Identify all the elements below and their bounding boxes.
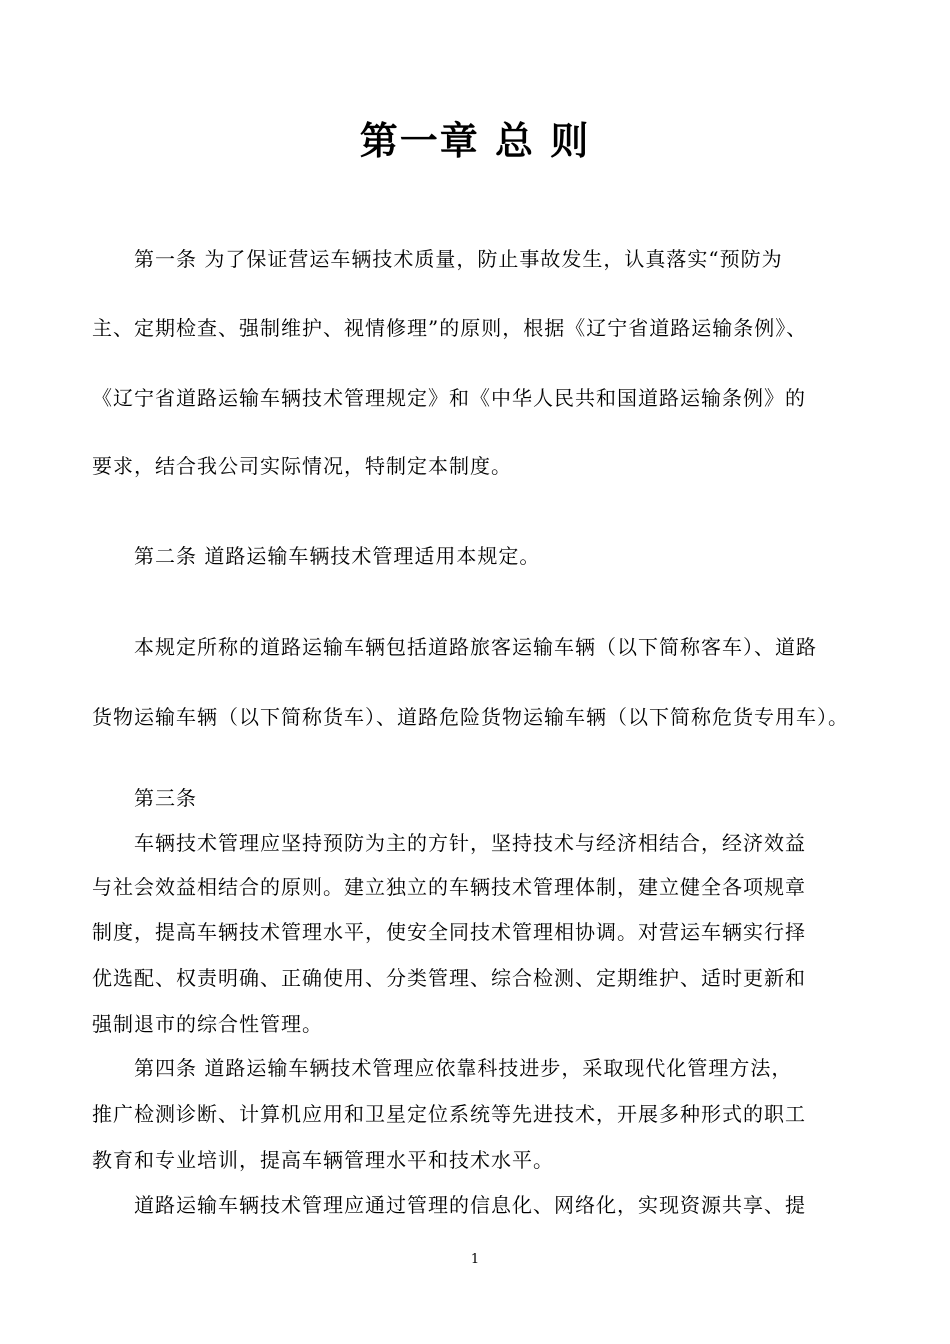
article-3-line-5: 强制退市的综合性管理。 xyxy=(92,1012,323,1036)
article-1-line-3: 《辽宁省道路运输车辆技术管理规定》和《中华人民共和国道路运输条例》的 xyxy=(92,386,806,410)
article-1-line-2: 主、定期检查、强制维护、视情修理”的原则，根据《辽宁省道路运输条例》、 xyxy=(92,316,808,340)
article-3-line-4: 优选配、权责明确、正确使用、分类管理、综合检测、定期维护、适时更新和 xyxy=(92,966,806,990)
chapter-title: 第一章 总 则 xyxy=(359,119,591,163)
article-1-line-1: 第一条 为了保证营运车辆技术质量，防止事故发生，认真落实“预防为 xyxy=(134,247,783,271)
article-1-line-4: 要求，结合我公司实际情况，特制定本制度。 xyxy=(92,454,512,478)
article-3-heading: 第三条 xyxy=(134,786,197,810)
article-2-para-line-1: 本规定所称的道路运输车辆包括道路旅客运输车辆（以下简称客车）、道路 xyxy=(134,635,817,659)
article-4-line-2: 推广检测诊断、计算机应用和卫星定位系统等先进技术，开展多种形式的职工 xyxy=(92,1102,806,1126)
article-4-line-3: 教育和专业培训，提高车辆管理水平和技术水平。 xyxy=(92,1148,554,1172)
article-3-line-1: 车辆技术管理应坚持预防为主的方针，坚持技术与经济相结合，经济效益 xyxy=(134,831,806,855)
article-3-line-2: 与社会效益相结合的原则。建立独立的车辆技术管理体制，建立健全各项规章 xyxy=(92,875,806,899)
article-2-line-1: 第二条 道路运输车辆技术管理适用本规定。 xyxy=(134,544,541,568)
page-number: 1 xyxy=(470,1252,480,1267)
article-4-para-line-1: 道路运输车辆技术管理应通过管理的信息化、网络化，实现资源共享、提 xyxy=(134,1193,806,1217)
article-2-para-line-2: 货物运输车辆（以下简称货车）、道路危险货物运输车辆（以下简称危货专用车）。 xyxy=(92,705,849,729)
article-4-line-1: 第四条 道路运输车辆技术管理应依靠科技进步，采取现代化管理方法， xyxy=(134,1056,793,1080)
article-3-line-3: 制度，提高车辆技术管理水平，使安全同技术管理相协调。对营运车辆实行择 xyxy=(92,920,806,944)
